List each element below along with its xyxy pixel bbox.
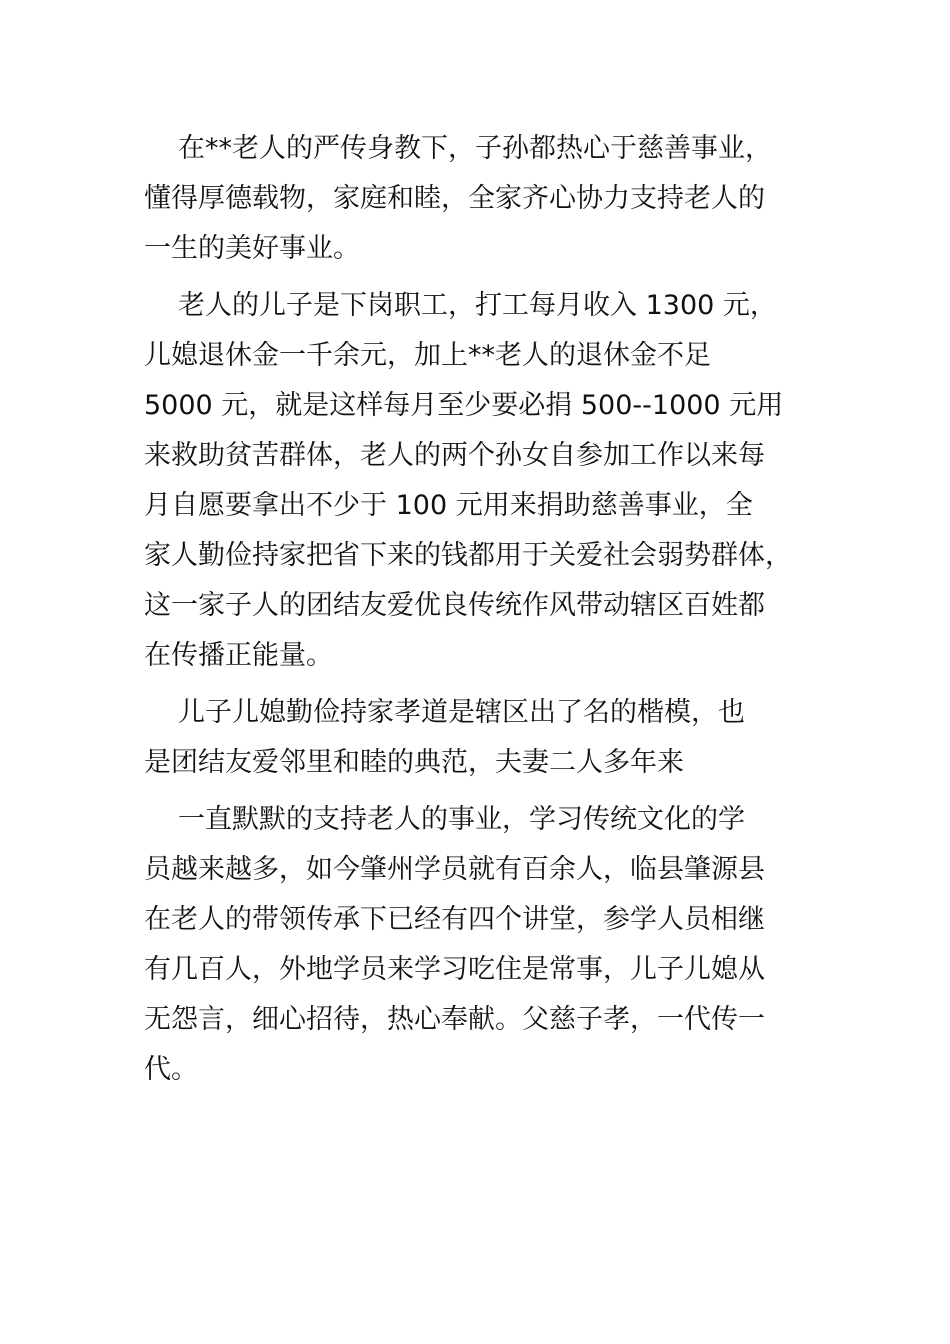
text-line: 在传播正能量。	[144, 640, 333, 671]
text-line: 5000 元，就是这样每月至少要必捐 500--1000 元用	[144, 390, 784, 421]
text-line: 懂得厚德载物，家庭和睦，全家齐心协力支持老人的	[144, 183, 765, 214]
text-line: 无怨言，细心招待，热心奉献。父慈子孝，一代传一	[144, 1004, 765, 1035]
text-line: 一直默默的支持老人的事业，学习传统文化的学	[178, 804, 745, 835]
paragraph-1	[144, 124, 824, 274]
paragraph-3	[144, 688, 824, 788]
text-line: 有几百人，外地学员来学习吃住是常事，儿子儿媳从	[144, 954, 765, 985]
text-line: 是团结友爱邻里和睦的典范，夫妻二人多年来	[144, 747, 684, 778]
text-line: 家人勤俭持家把省下来的钱都用于关爱社会弱势群体，	[144, 540, 792, 571]
text-line: 儿媳退休金一千余元，加上**老人的退休金不足	[144, 340, 711, 371]
text-line: 来救助贫苦群体，老人的两个孙女自参加工作以来每	[144, 440, 765, 471]
text-line: 月自愿要拿出不少于 100 元用来捐助慈善事业，全	[144, 490, 753, 521]
text-line: 这一家子人的团结友爱优良传统作风带动辖区百姓都	[144, 590, 765, 621]
text-line: 一生的美好事业。	[144, 233, 360, 264]
text-line: 老人的儿子是下岗职工，打工每月收入 1300 元，	[178, 290, 777, 321]
text-line: 员越来越多，如今肇州学员就有百余人，临县肇源县	[144, 854, 765, 885]
text-line: 在**老人的严传身教下，子孙都热心于慈善事业，	[178, 133, 772, 164]
text-line: 在老人的带领传承下已经有四个讲堂，参学人员相继	[144, 904, 765, 935]
text-line: 儿子儿媳勤俭持家孝道是辖区出了名的楷模，也	[178, 697, 745, 728]
document-body	[144, 124, 824, 1102]
paragraph-2	[144, 281, 824, 681]
text-line: 代。	[144, 1054, 198, 1085]
paragraph-4	[144, 795, 824, 1095]
